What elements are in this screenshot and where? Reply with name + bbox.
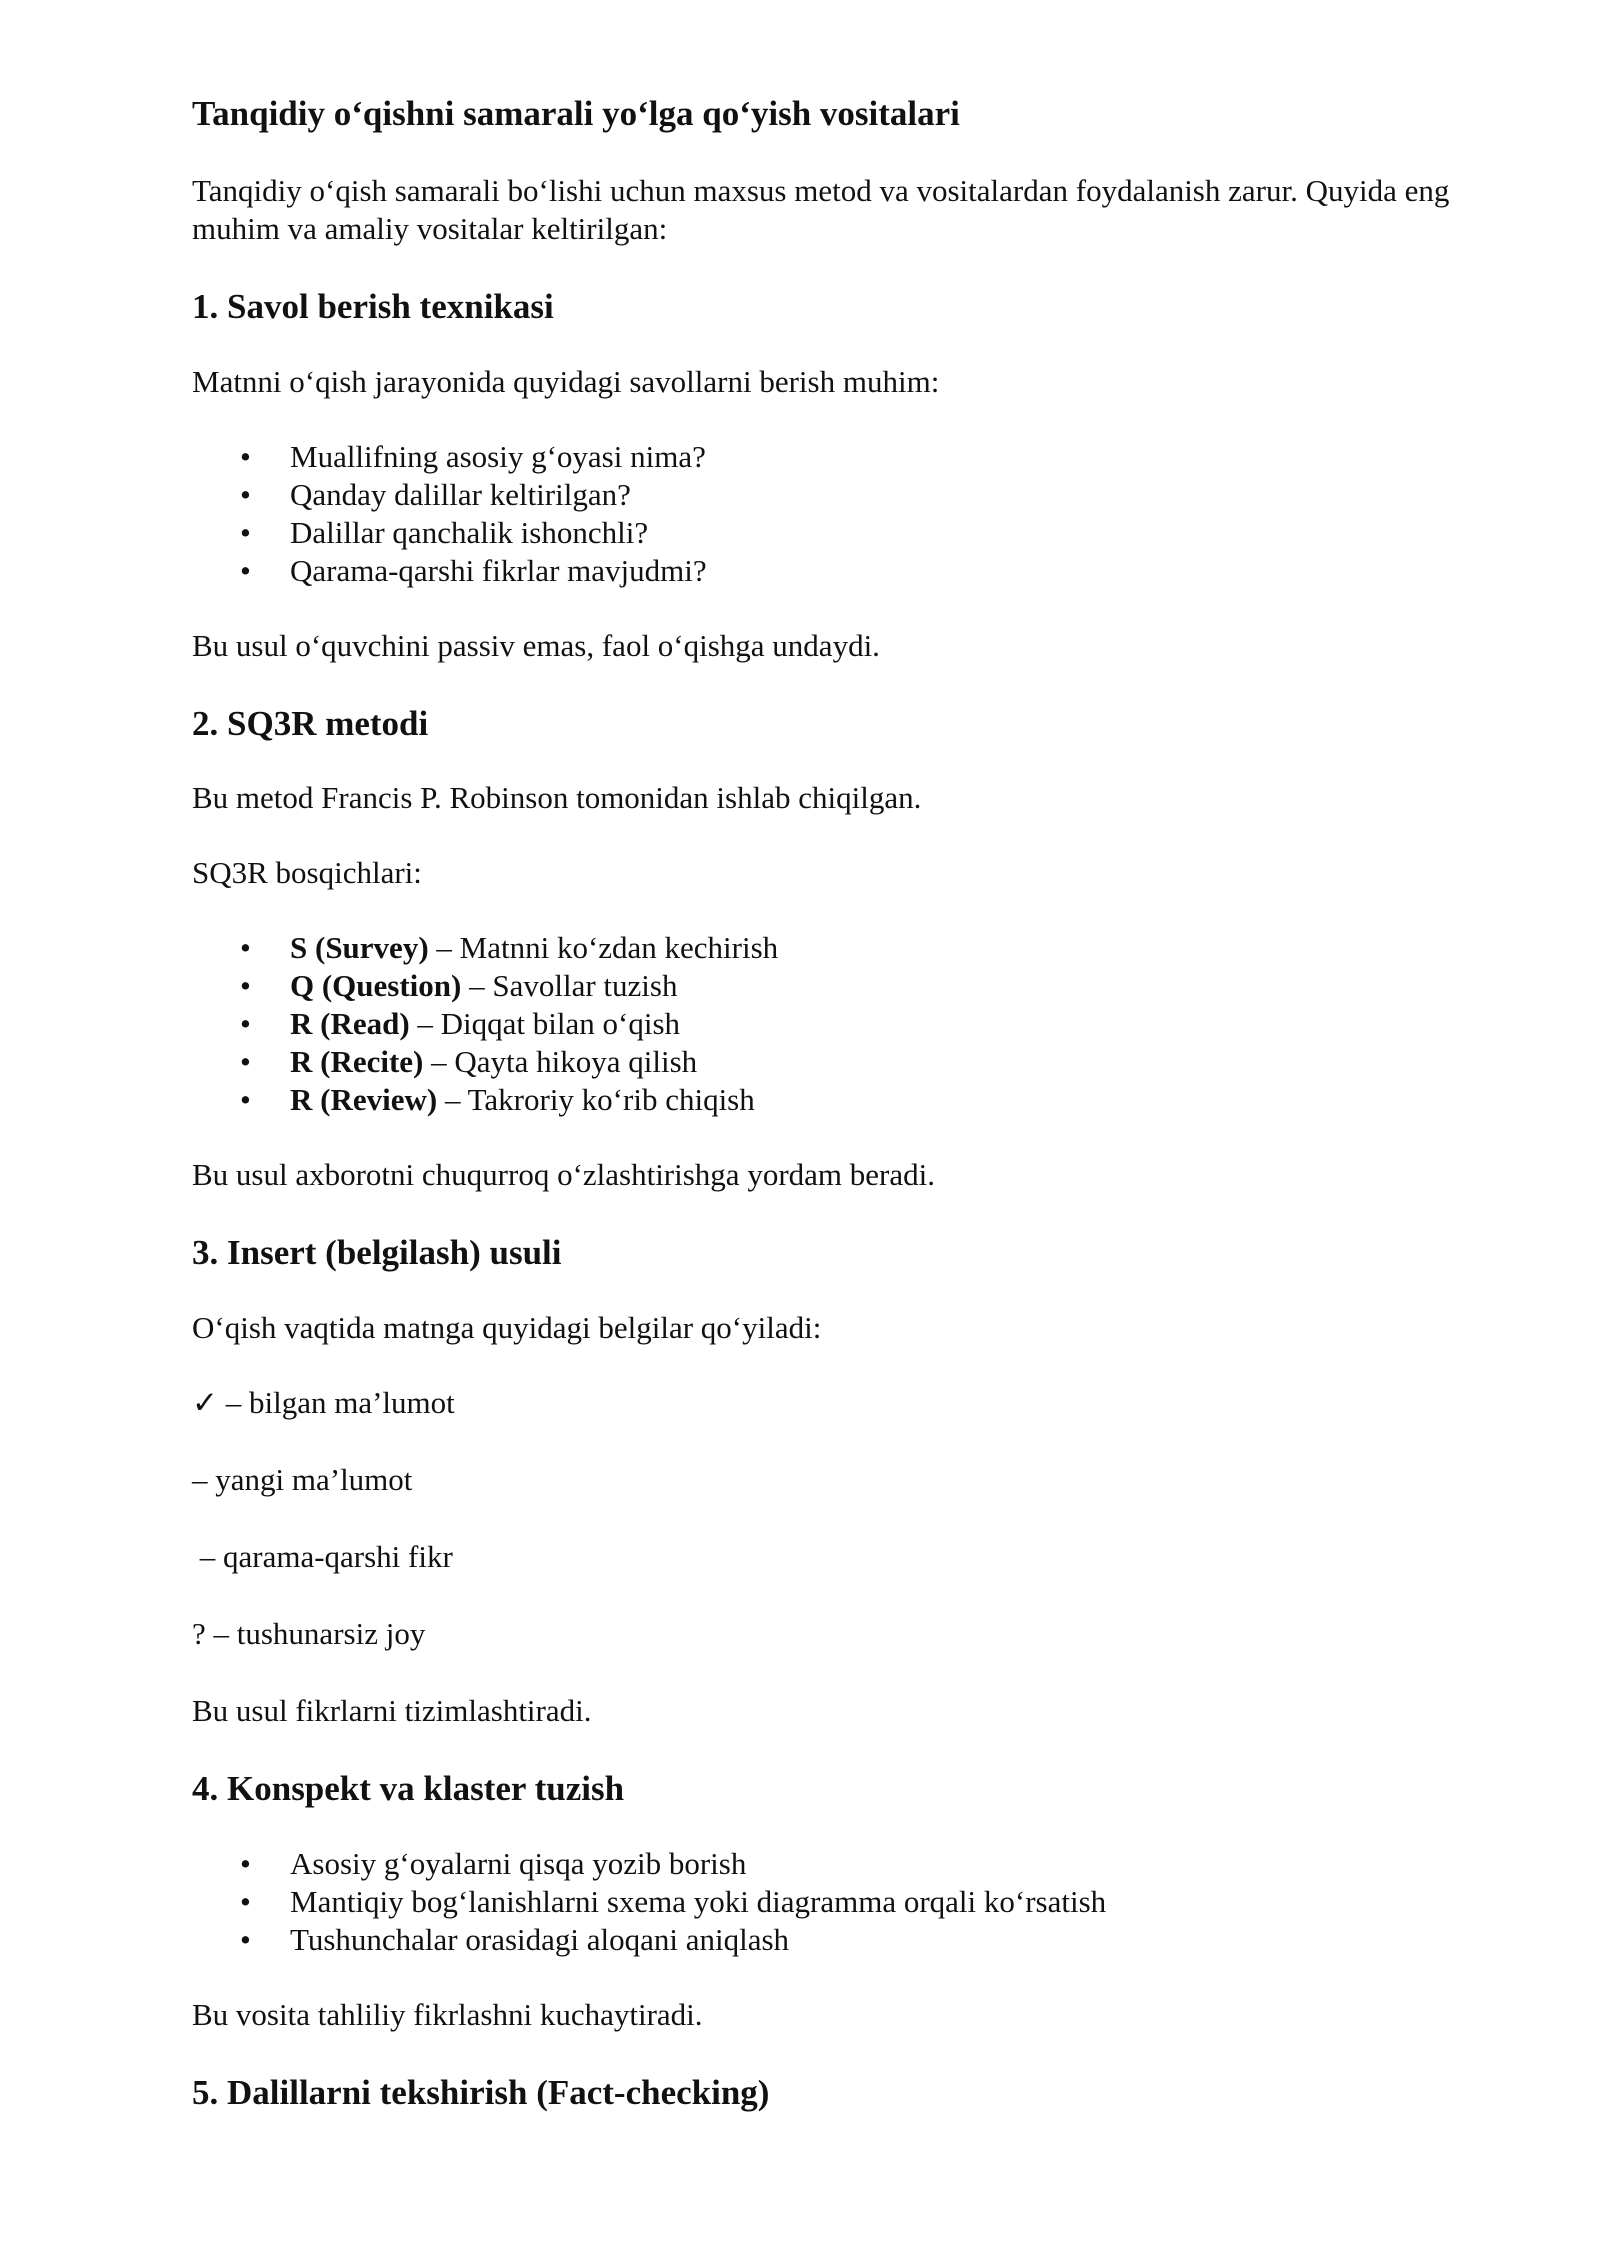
section-4-list xyxy=(192,1845,1472,1959)
bullet-icon: • xyxy=(240,1921,251,1957)
mark-contrary: – qarama-qarshi fikr xyxy=(192,1539,453,1574)
step-term: S (Survey) xyxy=(290,930,429,966)
bullet-icon: • xyxy=(240,1006,251,1042)
mark-unclear: ? – tushunarsiz joy xyxy=(192,1616,426,1651)
bullet-icon: • xyxy=(240,476,251,512)
mark-new: – yangi ma’lumot xyxy=(192,1462,413,1497)
section-2-lead: Bu metod Francis P. Robinson tomonidan ishlab chiqilgan. xyxy=(192,780,922,816)
section-2-heading: 2. SQ3R metodi xyxy=(192,703,429,743)
mark-known: ✓ – bilgan ma’lumot xyxy=(192,1385,455,1420)
section-4-heading: 4. Konspekt va klaster tuzish xyxy=(192,1769,625,1808)
bullet-icon: • xyxy=(240,1044,251,1080)
section-5-heading: 5. Dalillarni tekshirish (Fact-checking) xyxy=(192,2072,770,2112)
step-term: R (Recite) xyxy=(290,1044,424,1080)
bullet-icon: • xyxy=(240,1845,251,1881)
section-2-outro: Bu usul axborotni chuqurroq o‘zlashtirishga yordam beradi. xyxy=(192,1157,935,1193)
section-1-heading: 1. Savol berish texnikasi xyxy=(192,286,554,326)
bullet-icon: • xyxy=(240,438,251,474)
bullet-icon: • xyxy=(240,930,251,966)
bullet-icon: • xyxy=(240,1883,251,1919)
list-item xyxy=(192,967,1472,1005)
list-item: • Muallifning asosiy g‘oyasi nima? xyxy=(240,438,706,474)
document-page xyxy=(192,92,1472,2149)
list-item: • Tushunchalar orasidagi aloqani aniqlash xyxy=(240,1921,790,1957)
bullet-icon: • xyxy=(240,552,251,588)
list-item: • Asosiy g‘oyalarni qisqa yozib borish xyxy=(240,1845,747,1881)
step-desc: – Diqqat bilan o‘qish xyxy=(409,1006,681,1042)
step-desc: – Takroriy ko‘rib chiqish xyxy=(437,1082,755,1118)
section-2-subheading: SQ3R bosqichlari: xyxy=(192,855,422,891)
section-2-list xyxy=(192,929,1472,1119)
list-item: • Mantiqiy bog‘lanishlarni sxema yoki diagramma orqali ko‘rsatish xyxy=(240,1883,1107,1919)
list-item xyxy=(192,1005,1472,1043)
document-title: Tanqidiy o‘qishni samarali yo‘lga qo‘yish vositalari xyxy=(192,94,960,133)
list-item xyxy=(192,1081,1472,1119)
section-1-outro: Bu usul o‘quvchini passiv emas, faol o‘qishga undaydi. xyxy=(192,627,880,663)
list-item: • Dalillar qanchalik ishonchli? xyxy=(240,514,649,550)
bullet-icon: • xyxy=(240,1082,251,1118)
intro-paragraph: Tanqidiy o‘qish samarali bo‘lishi uchun maxsus metod va vositalardan foydalanish zarur. Quyida eng muhim va amaliy vositalar keltirilgan: xyxy=(192,172,1450,246)
list-item: • Qarama-qarshi fikrlar mavjudmi? xyxy=(240,552,707,588)
step-desc: – Matnni ko‘zdan kechirish xyxy=(428,930,779,966)
list-item xyxy=(192,1043,1472,1081)
section-3-outro: Bu usul fikrlarni tizimlashtiradi. xyxy=(192,1693,592,1728)
section-4-outro: Bu vosita tahliliy fikrlashni kuchaytiradi. xyxy=(192,1996,703,2032)
step-term: R (Read) xyxy=(290,1006,410,1042)
step-desc: – Qayta hikoya qilish xyxy=(423,1044,698,1080)
section-1-list xyxy=(192,438,1472,590)
section-1-lead: Matnni o‘qish jarayonida quyidagi savollarni berish muhim: xyxy=(192,363,940,399)
section-3-heading: 3. Insert (belgilash) usuli xyxy=(192,1233,562,1273)
step-desc: – Savollar tuzish xyxy=(461,968,678,1004)
bullet-icon: • xyxy=(240,968,251,1004)
section-3-lead: O‘qish vaqtida matnga quyidagi belgilar qo‘yiladi: xyxy=(192,1310,822,1345)
list-item: • Qanday dalillar keltirilgan? xyxy=(240,476,631,512)
step-term: R (Review) xyxy=(290,1082,438,1118)
bullet-icon: • xyxy=(240,514,251,550)
step-term: Q (Question) xyxy=(290,968,462,1004)
list-item xyxy=(192,929,1472,967)
